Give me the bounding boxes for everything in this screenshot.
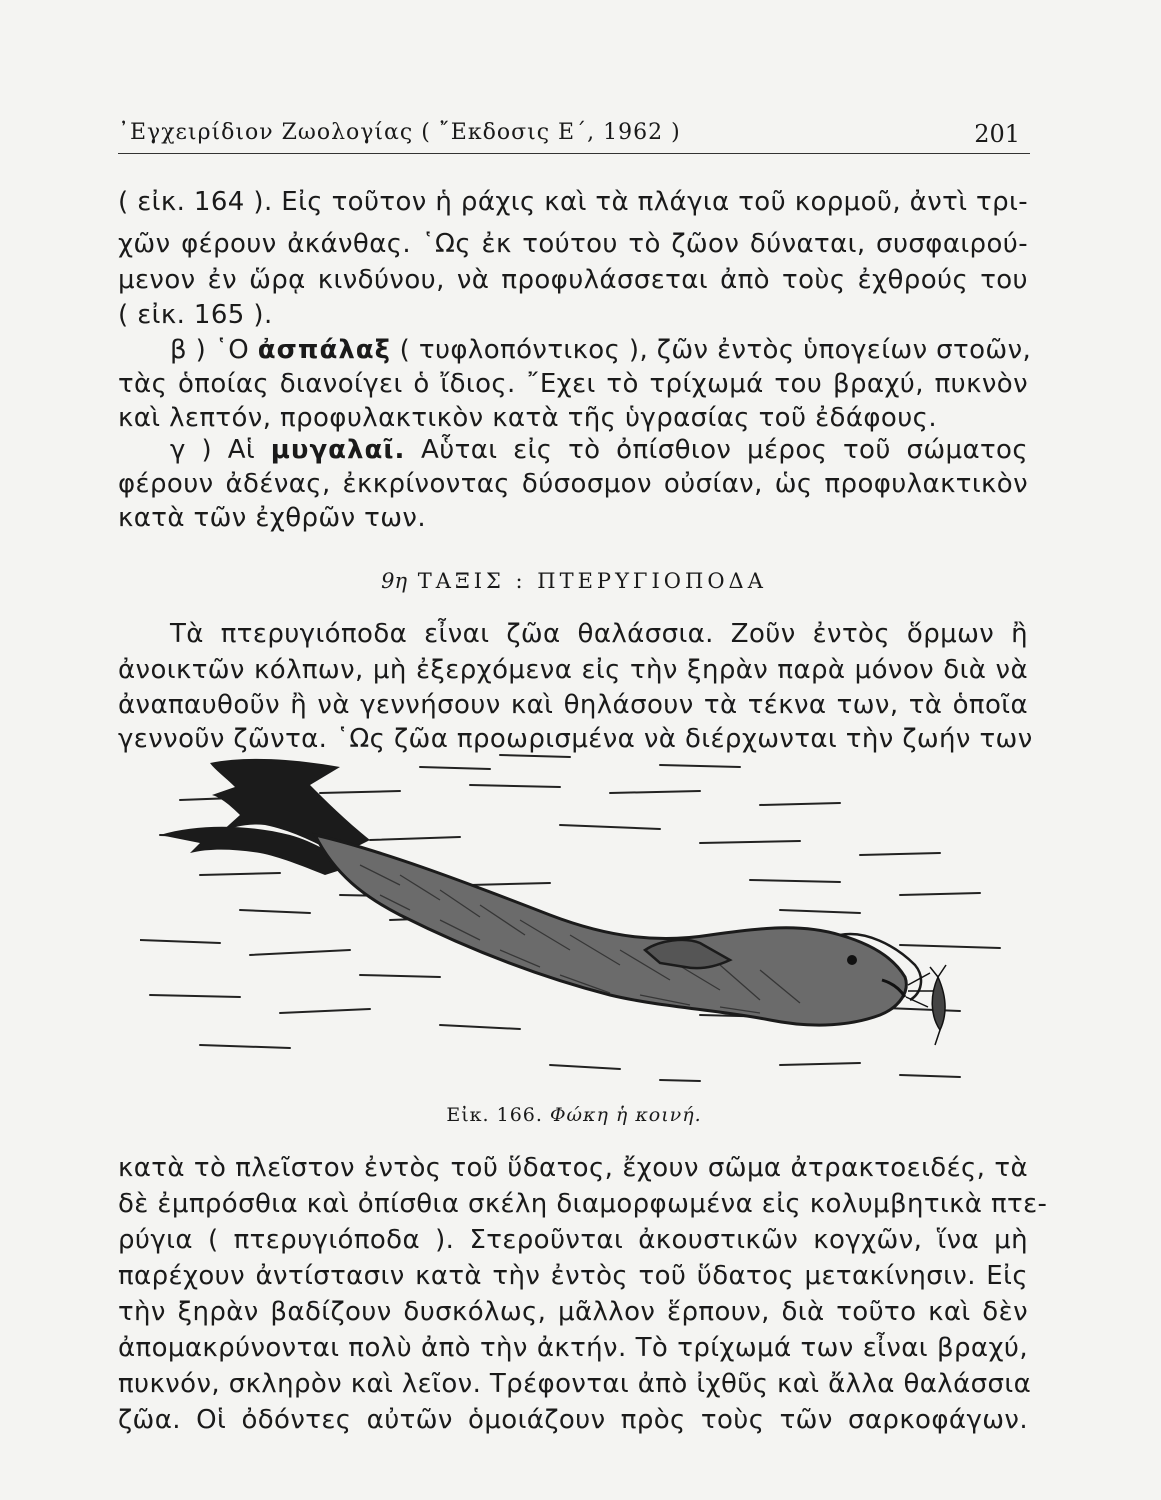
text-line: ζῶα. Οἱ ὀδόντες αὐτῶν ὁμοιάζουν πρὸς τοὺς τῶν σαρκοφάγων.: [118, 1405, 1028, 1435]
text-line: ( εἰκ. 165 ).: [118, 300, 273, 330]
figure-caption: [118, 1100, 1030, 1130]
text-line: πυκνόν, σκληρὸν καὶ λεῖον. Τρέφονται ἀπὸ ἰχθῦς καὶ ἄλλα θαλάσσια: [118, 1369, 1032, 1399]
text-line: κατὰ τὸ πλεῖστον ἐντὸς τοῦ ὕδατος, ἔχουν σῶμα ἀτρακτοειδές, τὰ: [118, 1153, 1028, 1183]
text-line: τὰς ὁποίας διανοίγει ὁ ἴδιος. ῎Εχει τὸ τρίχωμά του βραχύ, πυκνὸν: [118, 369, 1028, 399]
item-b-rest: ( τυφλοπόντικος ), ζῶν ἐντὸς ὑπογείων στοῶν,: [391, 335, 1032, 365]
term-mygalai: μυγαλαῖ.: [270, 435, 406, 465]
section-number: 9η: [381, 569, 408, 593]
figure-caption-text: Φώκη ἡ κοινή.: [549, 1104, 702, 1126]
text-line: τὴν ξηρὰν βαδίζουν δυσκόλως, μᾶλλον ἕρπουν, διὰ τοῦτο καὶ δὲν: [118, 1297, 1028, 1327]
text-line: γεννοῦν ζῶντα. ῾Ως ζῶα προωρισμένα νὰ διέρχωνται τὴν ζωήν των: [118, 724, 1033, 754]
running-header: [118, 118, 1020, 154]
text-line: δὲ ἐμπρόσθια καὶ ὀπίσθια σκέλη διαμορφωμένα εἰς κολυμβητικὰ πτε-: [118, 1189, 1048, 1219]
text-line: ρύγια ( πτερυγιόποδα ). Στεροῦνται ἀκουστικῶν κογχῶν, ἵνα μὴ: [118, 1225, 1028, 1255]
item-b-prefix: β ) ῾Ο: [170, 335, 258, 365]
section-label: ΤΑΞΙΣ : ΠΤΕΡΥΓΙΟΠΟΔΑ: [417, 569, 767, 593]
text-line: κατὰ τῶν ἐχθρῶν των.: [118, 503, 426, 533]
page-number: 201: [974, 120, 1020, 148]
text-line: φέρουν ἀδένας, ἐκκρίνοντας δύσοσμον οὐσίαν, ὡς προφυλακτικὸν: [118, 469, 1028, 499]
item-c-prefix: γ ) Αἱ: [170, 435, 271, 465]
header-title: ᾿Εγχειρίδιον Ζωολογίας ( ῎Εκδοσις Ε΄, 1962 ): [118, 120, 681, 145]
term-aspalax: ἀσπάλαξ: [257, 335, 392, 365]
text-line: ἀνοικτῶν κόλπων, μὴ ἐξερχόμενα εἰς τὴν ξηρὰν παρὰ μόνον διὰ νὰ: [118, 655, 1028, 685]
text-line: μενον ἐν ὥρᾳ κινδύνου, νὰ προφυλάσσεται ἀπὸ τοὺς ἐχθρούς του: [118, 265, 1028, 295]
text-line: χῶν φέρουν ἀκάνθας. ῾Ως ἐκ τούτου τὸ ζῶον δύναται, συσφαιρού-: [118, 229, 1028, 259]
text-line: Τὰ πτερυγιόποδα εἶναι ζῶα θαλάσσια. Ζοῦν ἐντὸς ὅρμων ἢ: [170, 619, 1028, 649]
seal-illustration: [140, 745, 1020, 1095]
header-rule: [118, 153, 1030, 154]
figure-label: Εἰκ. 166.: [446, 1104, 543, 1126]
section-title: [118, 563, 1030, 599]
text-line: παρέχουν ἀντίστασιν κατὰ τὴν ἐντὸς τοῦ ὕδατος μετακίνησιν. Εἰς: [118, 1261, 1028, 1291]
text-line: ἀπομακρύνονται πολὺ ἀπὸ τὴν ἀκτήν. Τὸ τρίχωμά των εἶναι βραχύ,: [118, 1333, 1028, 1363]
item-c-rest: Αὗται εἰς τὸ ὀπίσθιον μέρος τοῦ σώματος: [405, 435, 1028, 465]
text-line: ( εἰκ. 164 ). Εἰς τοῦτον ἡ ράχις καὶ τὰ πλάγια τοῦ κορμοῦ, ἀντὶ τρι-: [118, 187, 1028, 217]
text-line: καὶ λεπτόν, προφυλακτικὸν κατὰ τῆς ὑγρασίας τοῦ ἐδάφους.: [118, 403, 937, 433]
text-line: ἀναπαυθοῦν ἢ νὰ γεννήσουν καὶ θηλάσουν τὰ τέκνα των, τὰ ὁποῖα: [118, 690, 1028, 720]
